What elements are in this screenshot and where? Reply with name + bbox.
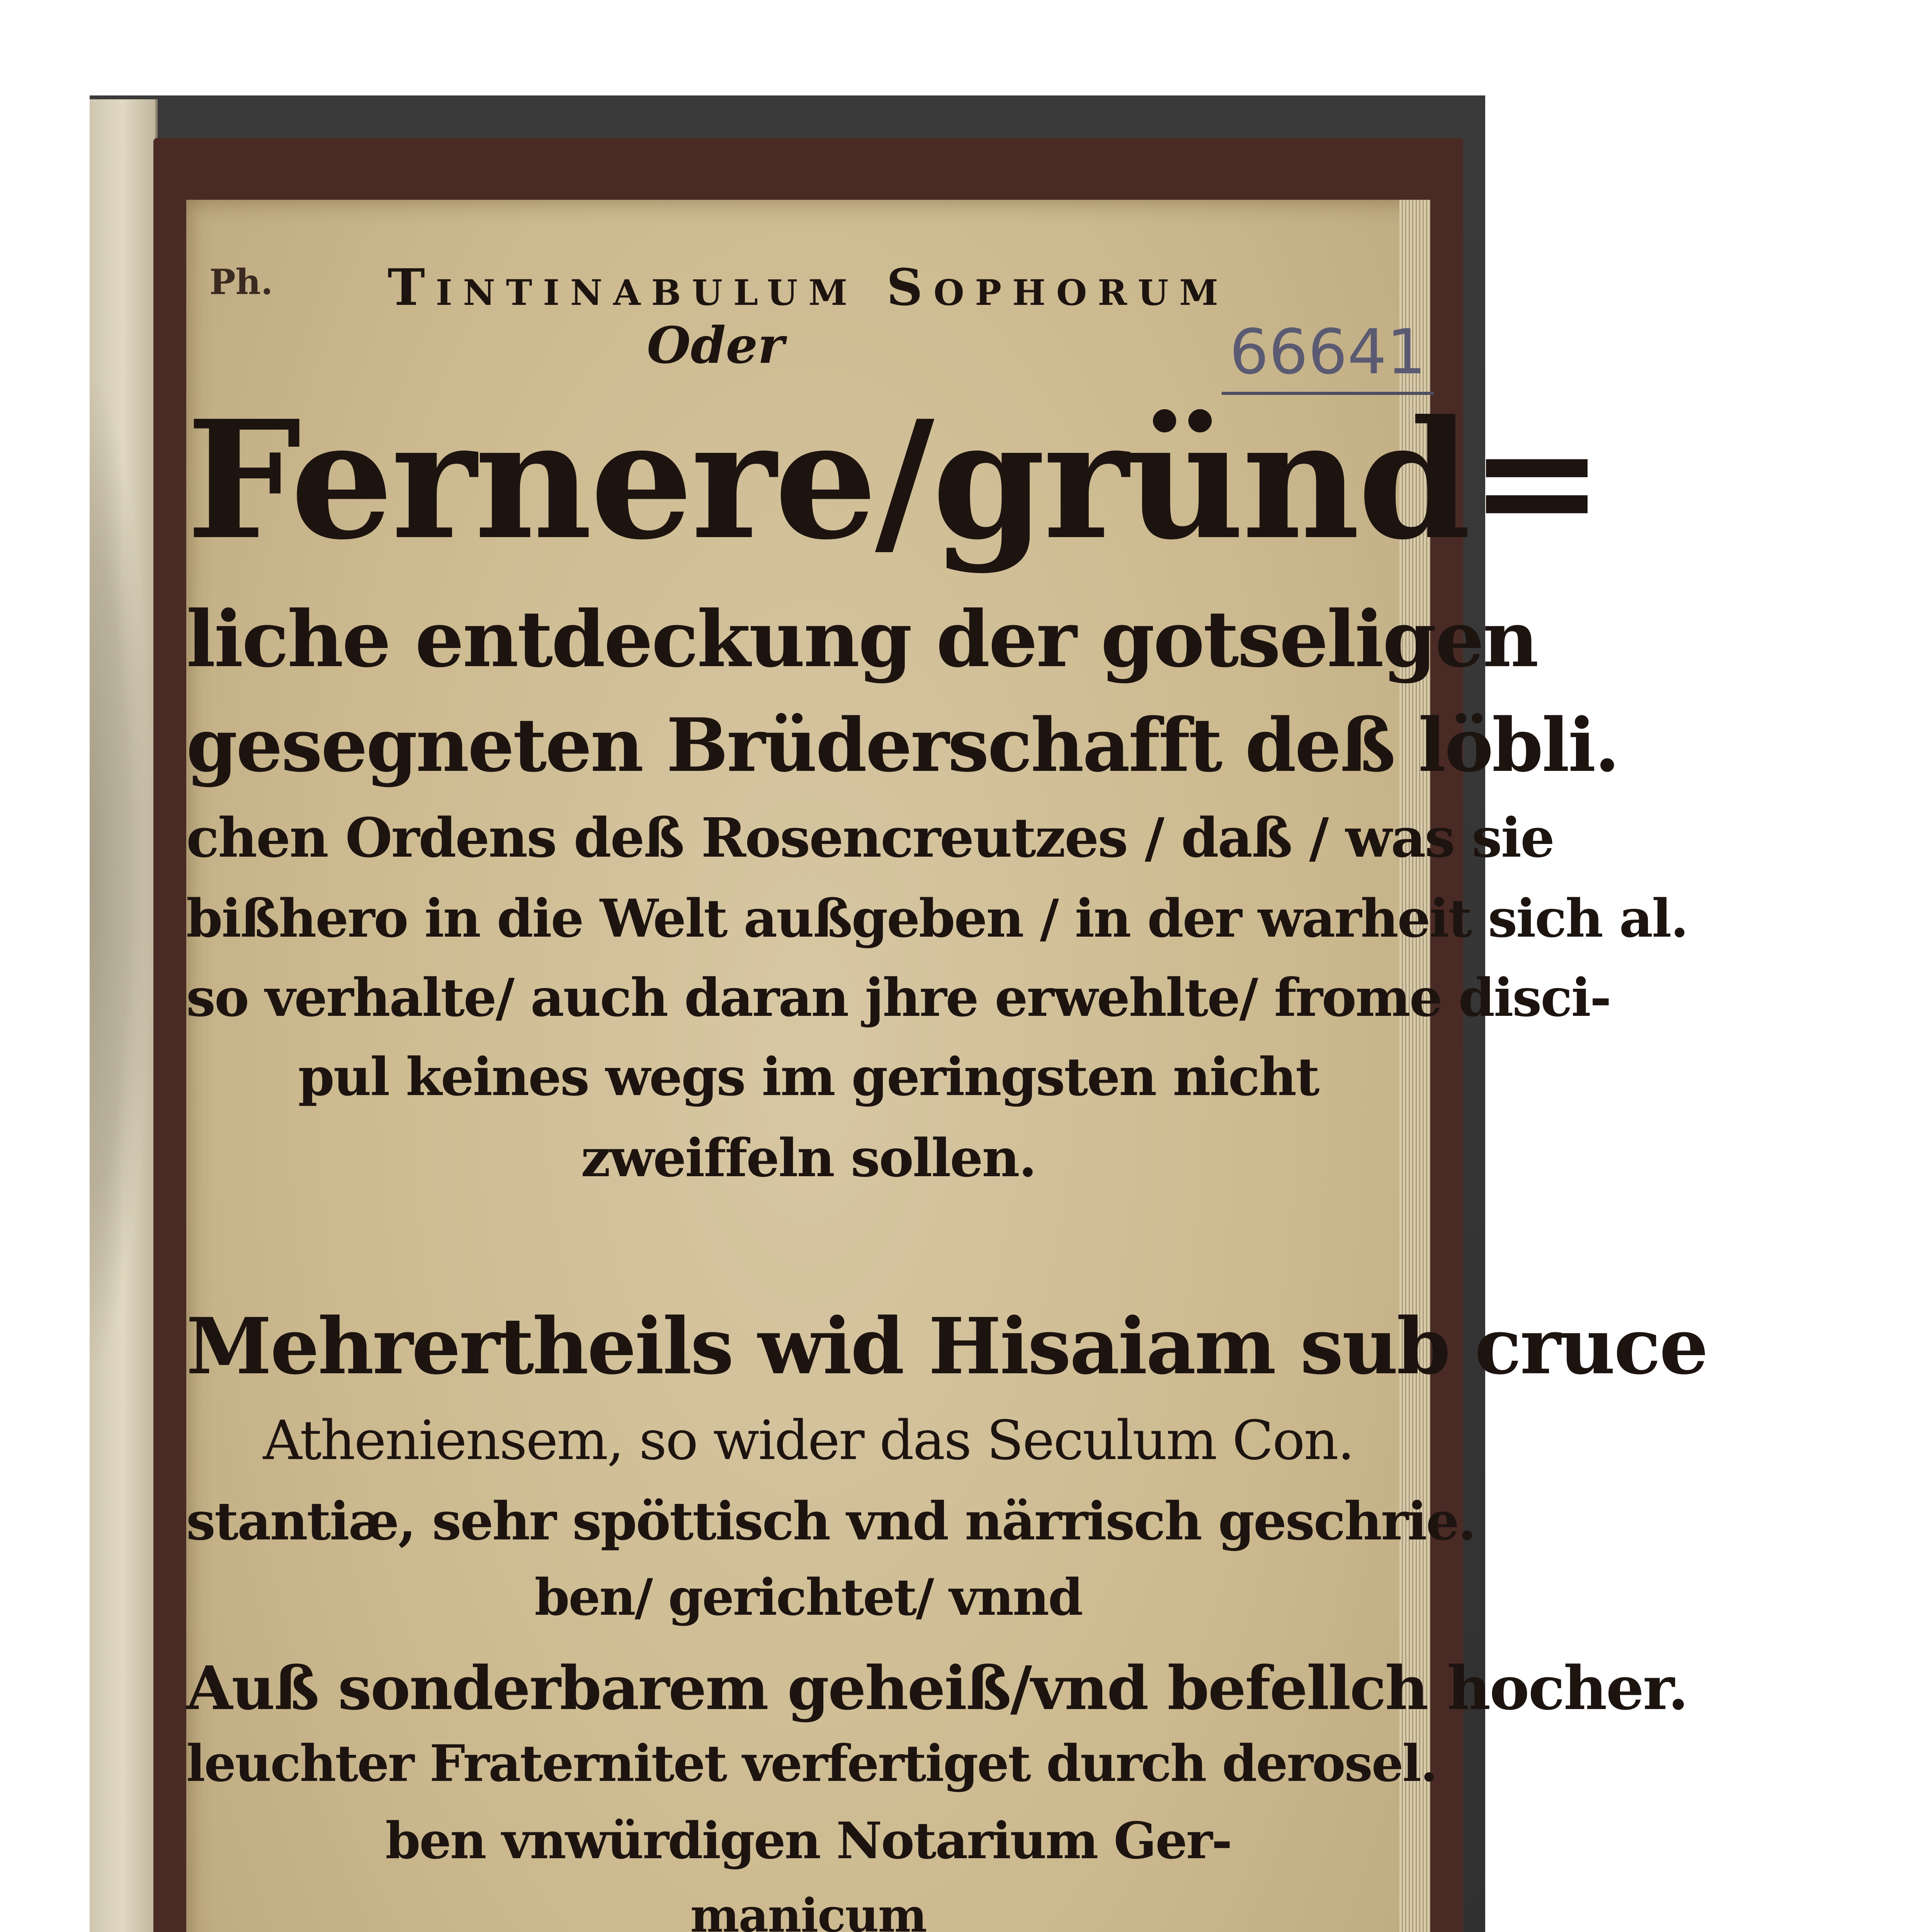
title-line-8: so verhalte/ auch daran jhre erwehlte/ frome disci- [186,967,1610,1028]
title-line-10: zweiffeln sollen. [581,1127,1036,1189]
title-line-15: Auß sonderbarem geheiß/vnd befellch hocher. [186,1653,1688,1723]
title-page [186,200,1707,1932]
title-line-2: Oder [647,316,784,375]
title-line-14: ben/ gerichtet/ vnnd [534,1568,1082,1627]
title-line-3: Fernere/gründ= [186,385,1603,576]
title-line-4: liche entdeckung der gotseligen [186,594,1537,685]
title-line-12: Atheniensem, so wider das Seculum Con. [263,1409,1354,1472]
title-line-1: Tintinabulum Sophorum [388,258,1229,317]
title-line-6: chen Ordens deß Rosencreutzes / daß / was sie [186,806,1554,870]
facing-page-engraving [90,370,151,1374]
title-line-18: manicum [690,1888,927,1932]
title-line-7: bißhero in die Welt außgeben / in der warheit sich al. [186,888,1688,949]
title-line-5: gesegneten Brüderschafft deß löbli. [186,702,1618,788]
handwritten-shelfmark: 66641 [1222,316,1434,395]
title-line-9: pul keines wegs im geringsten nicht [298,1046,1319,1107]
title-line-17: ben vnwürdigen Notarium Ger- [385,1811,1231,1870]
title-line-16: leuchter Fraternitet verfertiget durch derosel. [186,1734,1437,1793]
title-line-11: Mehrertheils wid Hisaiam sub cruce [186,1301,1707,1392]
scan-background [90,95,1707,1932]
handwritten-initials: Ph. [209,262,273,303]
title-line-13: stantiæ, sehr spöttisch vnd närrisch geschrie. [186,1490,1475,1552]
